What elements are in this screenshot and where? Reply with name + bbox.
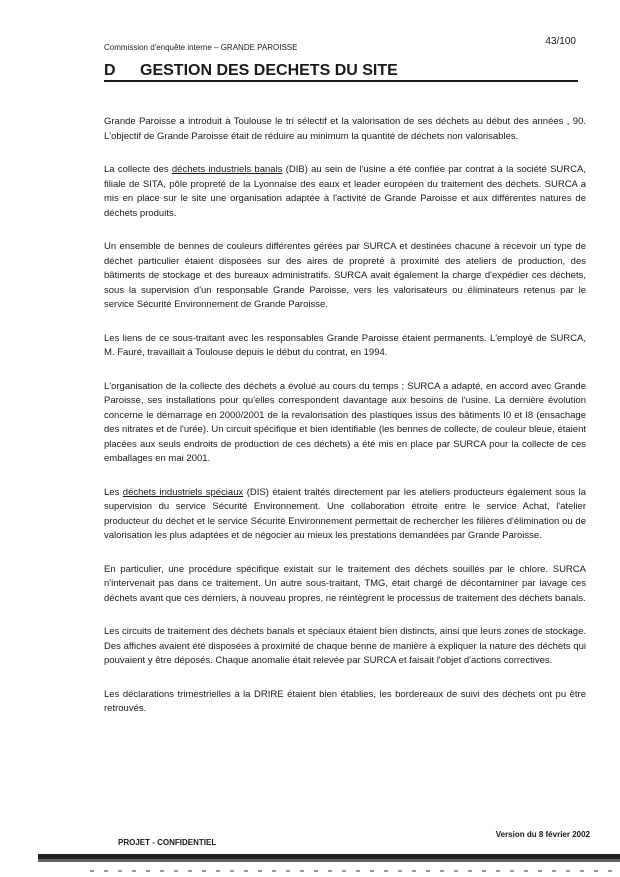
paragraph-9: Les déclarations trimestrielles à la DRIRE étaient bien établies, les bordereaux de suivi des déchets ont pu être retrouvés. [104,688,586,714]
paragraph-7: En particulier, une procédure spécifique existait sur le traitement des déchets souillés par le chlore. SURCA n'intervenait pas dans ce traitement. Un autre sous-traitant, TMG, était chargé de décontaminer par lavage ces déchets avant que ces derniers, à nouveau propres, ne réintègrent le processus de traitement des déchets banals. [104,563,586,604]
paragraph-6-end: (DIS) étaient traités directement par les ateliers producteurs également sous la supervision du service Sécurité Environnement. Une collaboration étroite entre le service Achat, l'atelier producteur du déchet et le service Sécurité Environnement permettait de rechercher les filières d'élimination ou de valorisation les plus adaptées et de négocier au mieux les prestations demandées par Grande Paroisse. [104,486,586,541]
heading-rule [104,80,578,82]
scan-noise [90,870,620,872]
page-number: 43/100 [545,36,576,47]
section-letter: D [104,62,116,79]
body-text [104,115,586,736]
paragraph-2-start: La collecte des [104,164,172,175]
paragraph-4: Les liens de ce sous-traitant avec les responsables Grande Paroisse étaient permanents. L'employé de SURCA, M. Fauré, travaillait à Toulouse depuis le début du contrat, en 1994. [104,332,586,358]
footer-version: Version du 8 février 2002 [495,830,590,839]
paragraph-2-end: (DIB) au sein de l'usine a été confiée par contrat à la société SURCA, filiale de SITA, pôle propreté de la Lyonnaise des eaux et leader européen du traitement des déchets. SURCA a mis en place sur le site une organisation adaptée à l'activité de Grande Paroisse et aux différentes natures de déchets produits. [104,164,586,219]
paragraph-6-start: Les [104,486,123,498]
paragraph-6 [104,486,586,544]
paragraph-3: Un ensemble de bennes de couleurs différentes gérées par SURCA et destinées chacune à recevoir un type de déchet particulier étaient disposées sur des aires de propreté à proximité des ateliers de production, des bâtiments de stockage et des bureaux administratifs. SURCA avait également la charge d'expédier ces déchets, sous la supervision d'un responsable Grande Paroisse, vers les valorisateurs ou éliminateurs retenus par le service Sécurité Environnement de Grande Paroisse. [104,241,586,310]
section-title: GESTION DES DECHETS DU SITE [140,62,398,79]
paragraph-5: L'organisation de la collecte des déchets a évolué au cours du temps ; SURCA a adapté, en accord avec Grande Paroisse, ses installations pour qu'elles correspondent davantage aux besoins de l'usine. La dernière évolution concerne le démarrage en 2000/2001 de la revalorisation des plastiques issus des bâtiments I0 et I8 (ensachage des nitrates et de l'urée). Un circuit spécifique et bien identifiable (les bennes de collecte, de couleur bleue, étaient placées aux seuls endroits de production de ces déchets) a été mis en place par SURCA pour la collecte de ces emballages en mai 2001. [104,380,586,464]
paragraph-1: Grande Paroisse a introduit à Toulouse le tri sélectif et la valorisation de ses déchets au début des années , 90. L'objectif de Grande Paroisse était de réduire au minimum la quantité de déchets non valorisables. [104,116,586,142]
paragraph-8: Les circuits de traitement des déchets banals et spéciaux étaient bien distincts, ainsi que leurs zones de stockage. Des affiches avaient été disposées à proximité de chaque benne de manière à expliquer la nature des déchets qui pouvaient y être déposés. Chaque anomalie était relevée par SURCA et faisait l'objet d'actions correctives. [104,626,586,666]
footer-confidential: PROJET - CONFIDENTIEL [118,838,217,847]
paragraph-2 [104,163,586,221]
section-heading [104,62,398,80]
term-dis: déchets industriels spéciaux [122,486,244,498]
term-dib: déchets industriels banals [171,164,283,175]
header-commission: Commission d'enquête interne – GRANDE PAROISSE [104,43,298,52]
scan-bottom-bar [38,854,620,862]
